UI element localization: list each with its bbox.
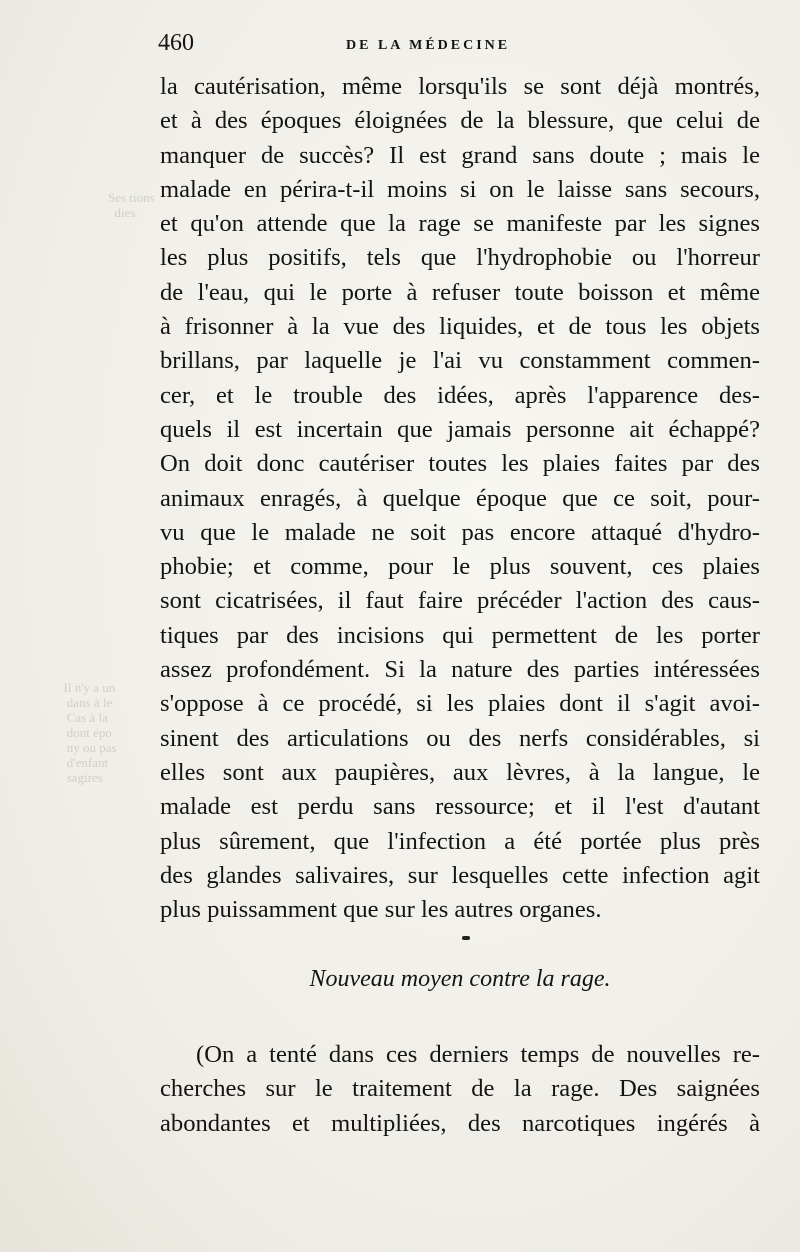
text-line: sont cicatrisées, il faut faire précéder l'action des caus- bbox=[160, 587, 760, 615]
text-line: cer, et le trouble des idées, après l'apparence des- bbox=[160, 381, 760, 409]
text-line: brillans, par laquelle je l'ai vu constamment commen- bbox=[160, 347, 760, 375]
text-line: plus sûrement, que l'infection a été portée plus près bbox=[160, 827, 760, 855]
text-line: vu que le malade ne soit pas encore attaqué d'hydro- bbox=[160, 518, 760, 546]
text-line: à frisonner à la vue des liquides, et de tous les objets bbox=[160, 313, 760, 341]
text-line: s'oppose à ce procédé, si les plaies dont il s'agit avoi- bbox=[160, 690, 760, 718]
section-ornament bbox=[462, 936, 470, 940]
text-line: animaux enragés, à quelque époque que ce soit, pour- bbox=[160, 484, 760, 512]
text-line: assez profondément. Si la nature des parties intéressées bbox=[160, 656, 760, 684]
bleed-through-margin-note: Il n'y a un dans à le Cas à la dont épo ny ou pas d'enfant sagires bbox=[63, 680, 117, 785]
text-line: cherches sur le traitement de la rage. Des saignées bbox=[160, 1075, 760, 1103]
section-heading: Nouveau moyen contre la rage. bbox=[309, 966, 611, 992]
text-line: la cautérisation, même lorsqu'ils se sont déjà montrés, bbox=[160, 73, 760, 100]
paragraph-second bbox=[160, 1038, 760, 1141]
text-line: malade en périra-t-il moins si on le laisse sans secours, bbox=[160, 175, 760, 203]
text-line: et qu'on attende que la rage se manifeste par les signes bbox=[160, 210, 760, 238]
text-line: tiques par des incisions qui permettent de les porter bbox=[160, 621, 760, 649]
text-line: phobie; et comme, pour le plus souvent, ces plaies bbox=[160, 553, 760, 581]
text-line: et à des époques éloignées de la blessure, que celui de bbox=[160, 107, 760, 135]
text-line: abondantes et multipliées, des narcotiques ingérés à bbox=[160, 1109, 760, 1137]
running-title: DE LA MÉDECINE bbox=[346, 38, 511, 53]
text-line: les plus positifs, tels que l'hydrophobie ou l'horreur bbox=[160, 244, 760, 272]
text-line: sinent des articulations ou des nerfs considérables, si bbox=[160, 724, 760, 752]
text-line: manquer de succès? Il est grand sans doute ; mais le bbox=[160, 141, 760, 169]
text-line: plus puissamment que sur les autres organes. bbox=[160, 896, 602, 924]
text-line: elles sont aux paupières, aux lèvres, à la langue, le bbox=[160, 758, 760, 786]
running-head bbox=[158, 30, 758, 60]
text-line: On doit donc cautériser toutes les plaies faites par des bbox=[160, 450, 760, 478]
paragraph-main bbox=[160, 70, 760, 927]
bleed-through-margin-note: Ses tions dies bbox=[108, 190, 155, 220]
text-line: quels il est incertain que jamais personne ait échappé? bbox=[160, 415, 760, 443]
text-line: de l'eau, qui le porte à refuser toute boisson et même bbox=[160, 278, 760, 306]
text-line: malade est perdu sans ressource; et il l'est d'autant bbox=[160, 793, 760, 821]
text-line: (On a tenté dans ces derniers temps de nouvelles re- bbox=[196, 1041, 760, 1068]
text-line: des glandes salivaires, sur lesquelles cette infection agit bbox=[160, 861, 760, 889]
page-number: 460 bbox=[158, 30, 194, 56]
